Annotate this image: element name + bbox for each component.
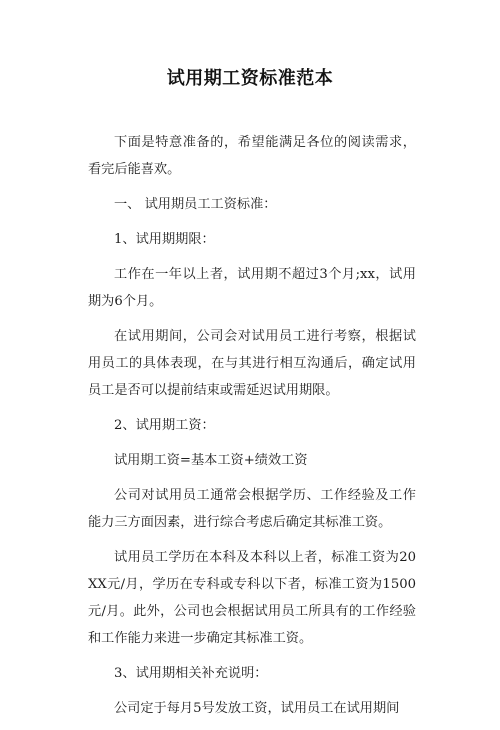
- subheading-probation-period: 1、试用期期限：: [114, 232, 215, 247]
- section-heading-1: 一、 试用期员工工资标准：: [114, 197, 277, 212]
- paragraph-salary-formula: 试用期工资=基本工资+绩效工资: [114, 453, 308, 468]
- subheading-probation-salary: 2、试用期工资：: [114, 418, 215, 433]
- paragraph-period-rule: 工作在一年以上者，试用期不超过3个月;xx，试用期为6个月。: [88, 267, 416, 309]
- paragraph-evaluation: 在试用期间，公司会对试用员工进行考察，根据试用员工的具体表现，在与其进行相互沟通后，确定试用员工是否可以提前结束或需延迟试用期限。: [88, 329, 416, 398]
- paragraph-salary-standard: 试用员工学历在本科及本科以上者，标准工资为20XX元/月，学历在专科或专科以下者，标准工资为1500元/月。此外，公司也会根据试用员工所具有的工作经验和工作能力来进一步确定其标准工资。: [88, 550, 416, 646]
- document-title: 试用期工资标准范本: [166, 68, 334, 89]
- paragraph-payday: 公司定于每月5号发放工资，试用员工在试用期间: [114, 701, 400, 716]
- subheading-supplementary: 3、试用期相关补充说明：: [114, 666, 268, 681]
- paragraph-intro: 下面是特意准备的，希望能满足各位的阅读需求，看完后能喜欢。: [88, 135, 416, 177]
- paragraph-salary-factors: 公司对试用员工通常会根据学历、工作经验及工作能力三方面因素，进行综合考虑后确定其标准工资。: [88, 488, 416, 530]
- document-body: [88, 129, 416, 730]
